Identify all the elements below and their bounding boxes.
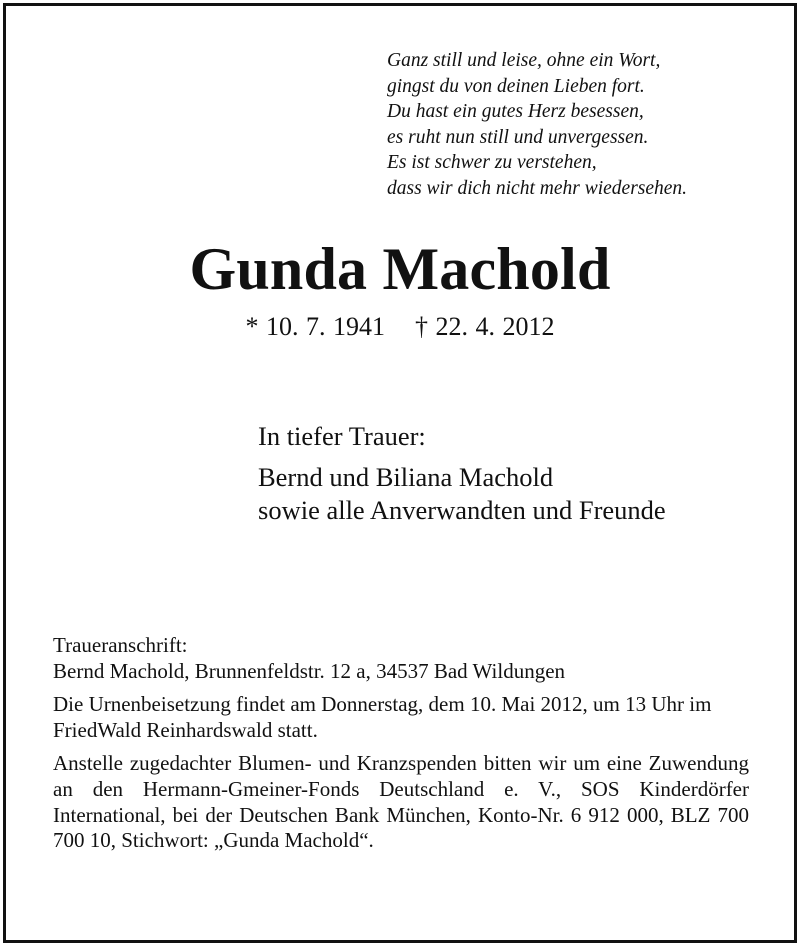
- burial-text: Die Urnenbeisetzung findet am Donnerstag, dem 10. Mai 2012, um 13 Uhr im FriedWald Reinhardswald statt.: [53, 692, 712, 742]
- poem: [387, 48, 777, 202]
- birth-date: * 10. 7. 1941: [245, 312, 385, 341]
- death-date: † 22. 4. 2012: [415, 312, 555, 341]
- poem-line: Ganz still und leise, ohne ein Wort,: [387, 50, 661, 71]
- deceased-name: Gunda Machold: [189, 236, 611, 302]
- mourning-intro: In tiefer Trauer:: [258, 421, 426, 451]
- mourner-line: Bernd und Biliana Machold: [258, 462, 554, 492]
- poem-line: es ruht nun still und unvergessen.: [387, 126, 649, 148]
- poem-line: Es ist schwer zu verstehen,: [387, 152, 597, 174]
- poem-line: Du hast ein gutes Herz besessen,: [387, 101, 644, 123]
- notice-details: [53, 633, 749, 854]
- mourners-block: [258, 420, 666, 527]
- address-label: Traueranschrift:: [53, 633, 188, 657]
- life-dates: [0, 311, 800, 343]
- mourner-line: sowie alle Anverwandten und Freunde: [258, 495, 666, 525]
- poem-line: gingst du von deinen Lieben fort.: [387, 75, 645, 97]
- address-value: Bernd Machold, Brunnenfeldstr. 12 a, 34537 Bad Wildungen: [53, 658, 566, 683]
- poem-line: dass wir dich nicht mehr wiedersehen.: [387, 177, 688, 199]
- donation-text: Anstelle zugedachter Blumen- und Kranzspenden bitten wir um eine Zuwendung an den Hermann-Gmeiner-Fonds Deutschland e. V., SOS Kinderdörfer International, bei der Deutschen Bank München, Konto-Nr. 6 912 000, BLZ 700 700 10, Stichwort: „Gunda Machold“.: [53, 751, 749, 853]
